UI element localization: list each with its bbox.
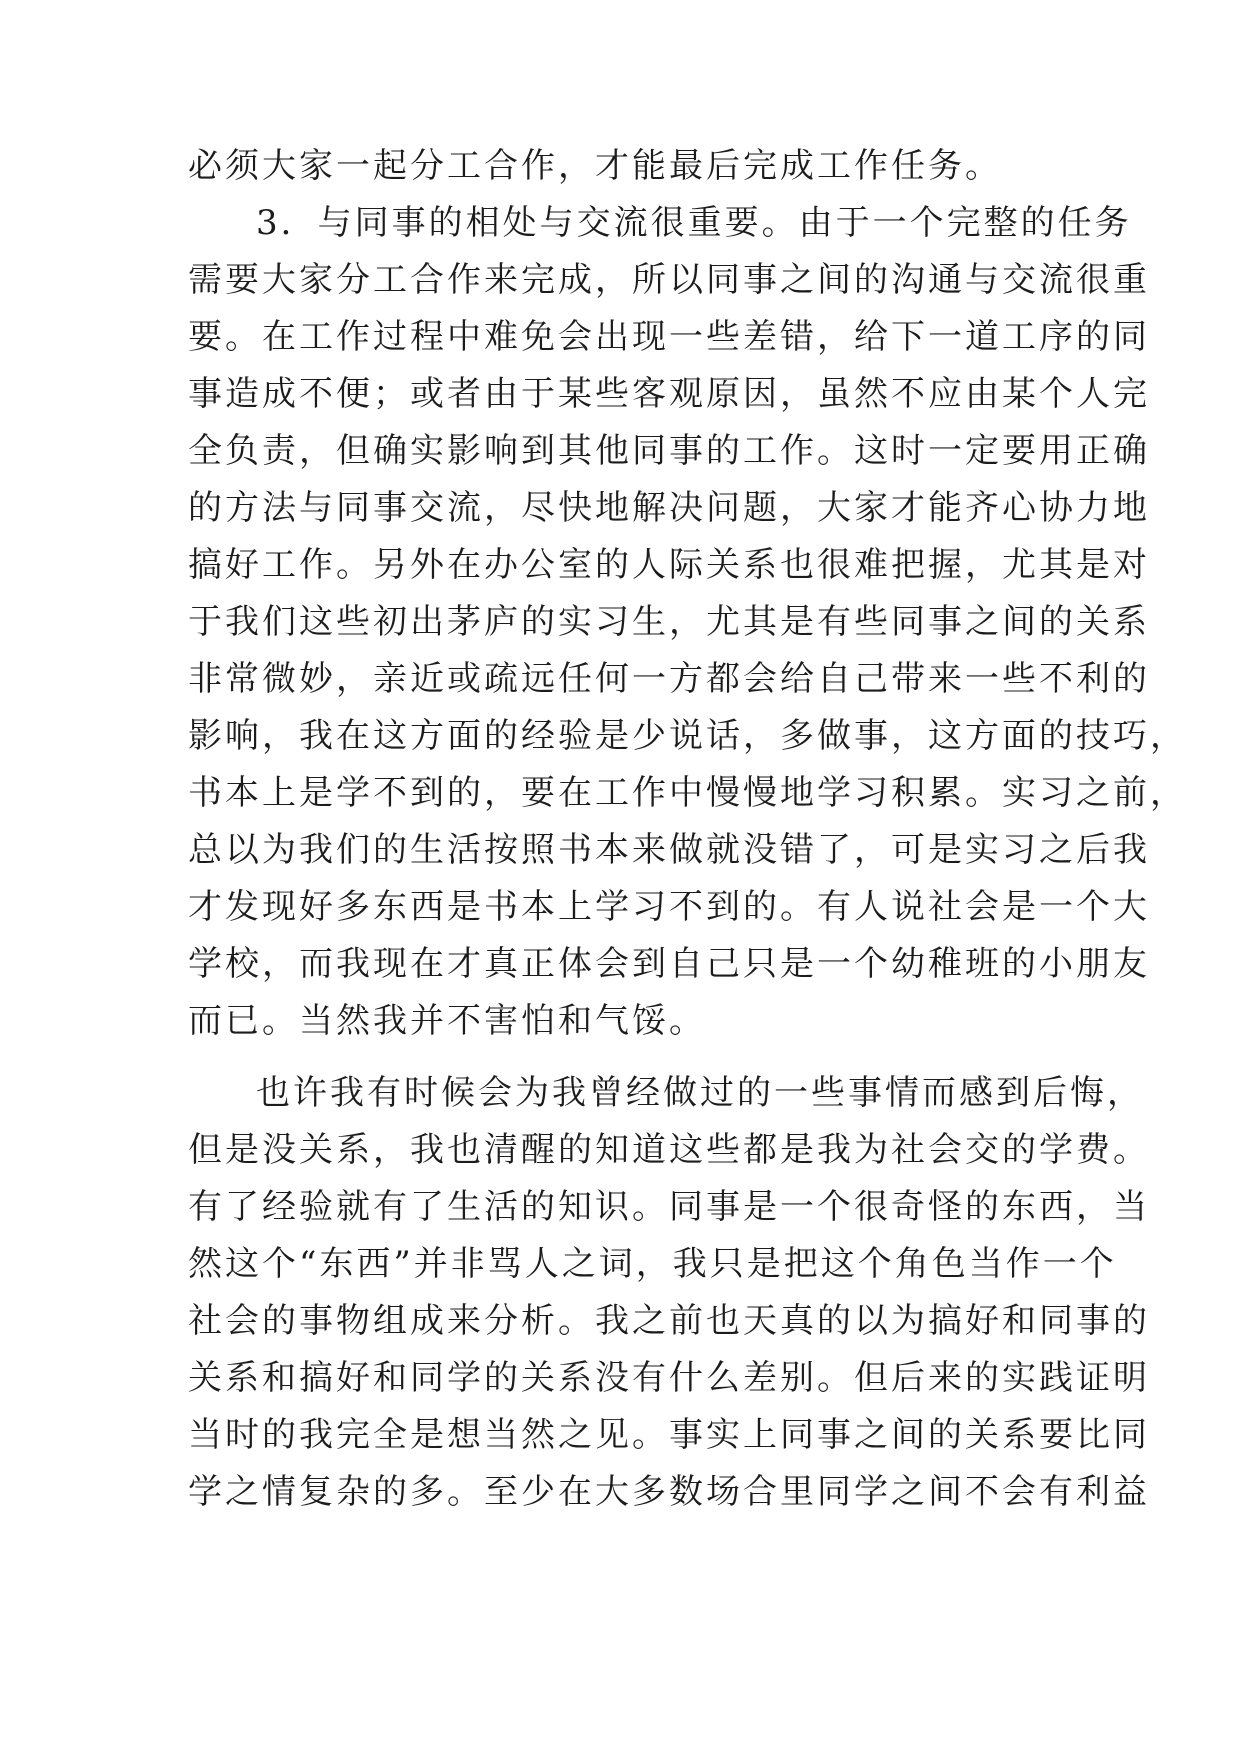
text-line: 3．与同事的相处与交流很重要。由于一个完整的任务 <box>256 203 1132 243</box>
text-line: 事造成不便；或者由于某些客观原因，虽然不应由某个人完 <box>188 374 1150 414</box>
text-line: 于我们这些初出茅庐的实习生，尤其是有些同事之间的关系 <box>188 602 1150 642</box>
text-line: 学之情复杂的多。至少在大多数场合里同学之间不会有利益 <box>188 1472 1150 1512</box>
text-line: 也许我有时候会为我曾经做过的一些事情而感到后悔， <box>256 1073 1144 1113</box>
text-line: 有了经验就有了生活的知识。同事是一个很奇怪的东西，当 <box>188 1187 1150 1227</box>
text-line: 而已。当然我并不害怕和气馁。 <box>188 1001 706 1041</box>
text-line: 搞好工作。另外在办公室的人际关系也很难把握，尤其是对 <box>188 545 1150 585</box>
text-line: 全负责，但确实影响到其他同事的工作。这时一定要用正确 <box>188 431 1150 471</box>
text-line: 但是没关系，我也清醒的知道这些都是我为社会交的学费。 <box>188 1130 1150 1170</box>
text-line: 的方法与同事交流，尽快地解决问题，大家才能齐心协力地 <box>188 488 1150 528</box>
text-line: 当时的我完全是想当然之见。事实上同事之间的关系要比同 <box>188 1415 1150 1455</box>
text-line: 必须大家一起分工合作，才能最后完成工作任务。 <box>188 146 1002 186</box>
text-line: 非常微妙，亲近或疏远任何一方都会给自己带来一些不利的 <box>188 659 1150 699</box>
text-line: 需要大家分工合作来完成，所以同事之间的沟通与交流很重 <box>188 260 1150 300</box>
text-line: 然这个“东西”并非骂人之词，我只是把这个角色当作一个 <box>188 1244 1117 1284</box>
text-line: 要。在工作过程中难免会出现一些差错，给下一道工序的同 <box>188 317 1150 357</box>
text-line: 学校，而我现在才真正体会到自己只是一个幼稚班的小朋友 <box>188 944 1150 984</box>
text-line: 才发现好多东西是书本上学习不到的。有人说社会是一个大 <box>188 887 1150 927</box>
text-line: 总以为我们的生活按照书本来做就没错了，可是实习之后我 <box>188 830 1150 870</box>
text-line: 书本上是学不到的，要在工作中慢慢地学习积累。实习之前， <box>188 773 1187 813</box>
text-line: 关系和搞好和同学的关系没有什么差别。但后来的实践证明 <box>188 1358 1150 1398</box>
text-line: 社会的事物组成来分析。我之前也天真的以为搞好和同事的 <box>188 1301 1150 1341</box>
text-line: 影响，我在这方面的经验是少说话，多做事，这方面的技巧， <box>188 716 1187 756</box>
